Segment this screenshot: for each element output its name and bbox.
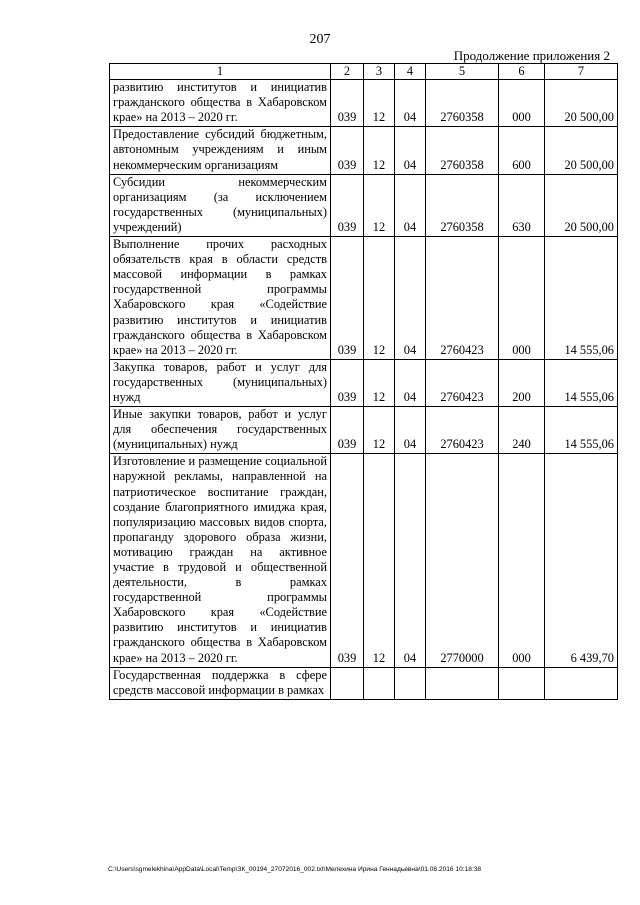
ministry-code: 039 (331, 174, 364, 236)
expense-type-code: 000 (499, 80, 545, 127)
table-row (110, 454, 618, 667)
expense-type-code: 630 (499, 174, 545, 236)
column-header: 3 (364, 64, 395, 80)
amount: 14 555,06 (545, 237, 618, 360)
section-code: 12 (364, 359, 395, 406)
expense-name: Государственная поддержка в сфере средств массовой информации в рамках (110, 667, 331, 699)
section-code: 12 (364, 237, 395, 360)
expense-type-code: 000 (499, 454, 545, 667)
subsection-code: 04 (395, 80, 426, 127)
expense-name: развитию институтов и инициатив гражданского общества в Хабаровском крае» на 2013 – 2020 гг. (110, 80, 331, 127)
expense-name: Субсидии некоммерческим организациям (за исключением государственных (муниципальных) учреждений) (110, 174, 331, 236)
ministry-code (331, 667, 364, 699)
table-row (110, 667, 618, 699)
subsection-code: 04 (395, 407, 426, 454)
amount: 14 555,06 (545, 359, 618, 406)
target-code: 2760358 (426, 127, 499, 174)
subsection-code (395, 667, 426, 699)
table-row (110, 407, 618, 454)
column-header: 6 (499, 64, 545, 80)
target-code: 2760423 (426, 237, 499, 360)
column-header: 7 (545, 64, 618, 80)
expense-type-code: 200 (499, 359, 545, 406)
subsection-code: 04 (395, 359, 426, 406)
subsection-code: 04 (395, 127, 426, 174)
amount: 6 439,70 (545, 454, 618, 667)
subsection-code: 04 (395, 237, 426, 360)
ministry-code: 039 (331, 407, 364, 454)
table-row (110, 80, 618, 127)
subsection-code: 04 (395, 174, 426, 236)
expense-name: Предоставление субсидий бюджетным, автономным учреждениям и иным некоммерческим организациям (110, 127, 331, 174)
target-code: 2760358 (426, 174, 499, 236)
expense-name: Закупка товаров, работ и услуг для государственных (муниципальных) нужд (110, 359, 331, 406)
table-row (110, 237, 618, 360)
section-code: 12 (364, 407, 395, 454)
expense-type-code: 240 (499, 407, 545, 454)
column-header: 1 (110, 64, 331, 80)
continuation-label: Продолжение приложения 2 (453, 48, 610, 63)
table-row (110, 359, 618, 406)
file-path-footer: C:\Users\sgmelekhina\AppData\Local\Temp\ЗК_00194_27072016_002.txt\Мелехина Ирина Геннадьевна\01.08.2016 10:18:38 (108, 866, 482, 873)
target-code: 2760358 (426, 80, 499, 127)
expense-type-code: 600 (499, 127, 545, 174)
ministry-code: 039 (331, 359, 364, 406)
section-code: 12 (364, 454, 395, 667)
amount (545, 667, 618, 699)
section-code: 12 (364, 127, 395, 174)
target-code: 2760423 (426, 359, 499, 406)
section-code: 12 (364, 80, 395, 127)
amount: 14 555,06 (545, 407, 618, 454)
subsection-code: 04 (395, 454, 426, 667)
expense-name: Иные закупки товаров, работ и услуг для обеспечения государственных (муниципальных) нужд (110, 407, 331, 454)
ministry-code: 039 (331, 454, 364, 667)
column-header: 4 (395, 64, 426, 80)
budget-table (109, 63, 618, 700)
section-code (364, 667, 395, 699)
table-row (110, 127, 618, 174)
expense-name: Изготовление и размещение социальной наружной рекламы, направленной на патриотическое воспитание граждан, создание благоприятного имиджа края, популяризацию массовых видов спорта, пропаганду здорового образа жизни, мотивацию граждан на активное участие в трудовой и общественной деятельности, в рамках государственной программы Хабаровского края «Содействие развитию институтов и инициатив гражданского общества в Хабаровском крае» на 2013 – 2020 гг. (110, 454, 331, 667)
section-code: 12 (364, 174, 395, 236)
amount: 20 500,00 (545, 80, 618, 127)
column-header: 2 (331, 64, 364, 80)
page-number: 207 (309, 32, 331, 47)
expense-type-code: 000 (499, 237, 545, 360)
ministry-code: 039 (331, 127, 364, 174)
expense-type-code (499, 667, 545, 699)
ministry-code: 039 (331, 237, 364, 360)
target-code: 2770000 (426, 454, 499, 667)
ministry-code: 039 (331, 80, 364, 127)
amount: 20 500,00 (545, 127, 618, 174)
table-header-row (110, 64, 618, 80)
amount: 20 500,00 (545, 174, 618, 236)
expense-name: Выполнение прочих расходных обязательств края в области средств массовой информации в рамках государственной программы Хабаровского края «Содействие развитию институтов и инициатив гражданского общества в Хабаровском крае» на 2013 – 2020 гг. (110, 237, 331, 360)
target-code (426, 667, 499, 699)
table-row (110, 174, 618, 236)
target-code: 2760423 (426, 407, 499, 454)
column-header: 5 (426, 64, 499, 80)
